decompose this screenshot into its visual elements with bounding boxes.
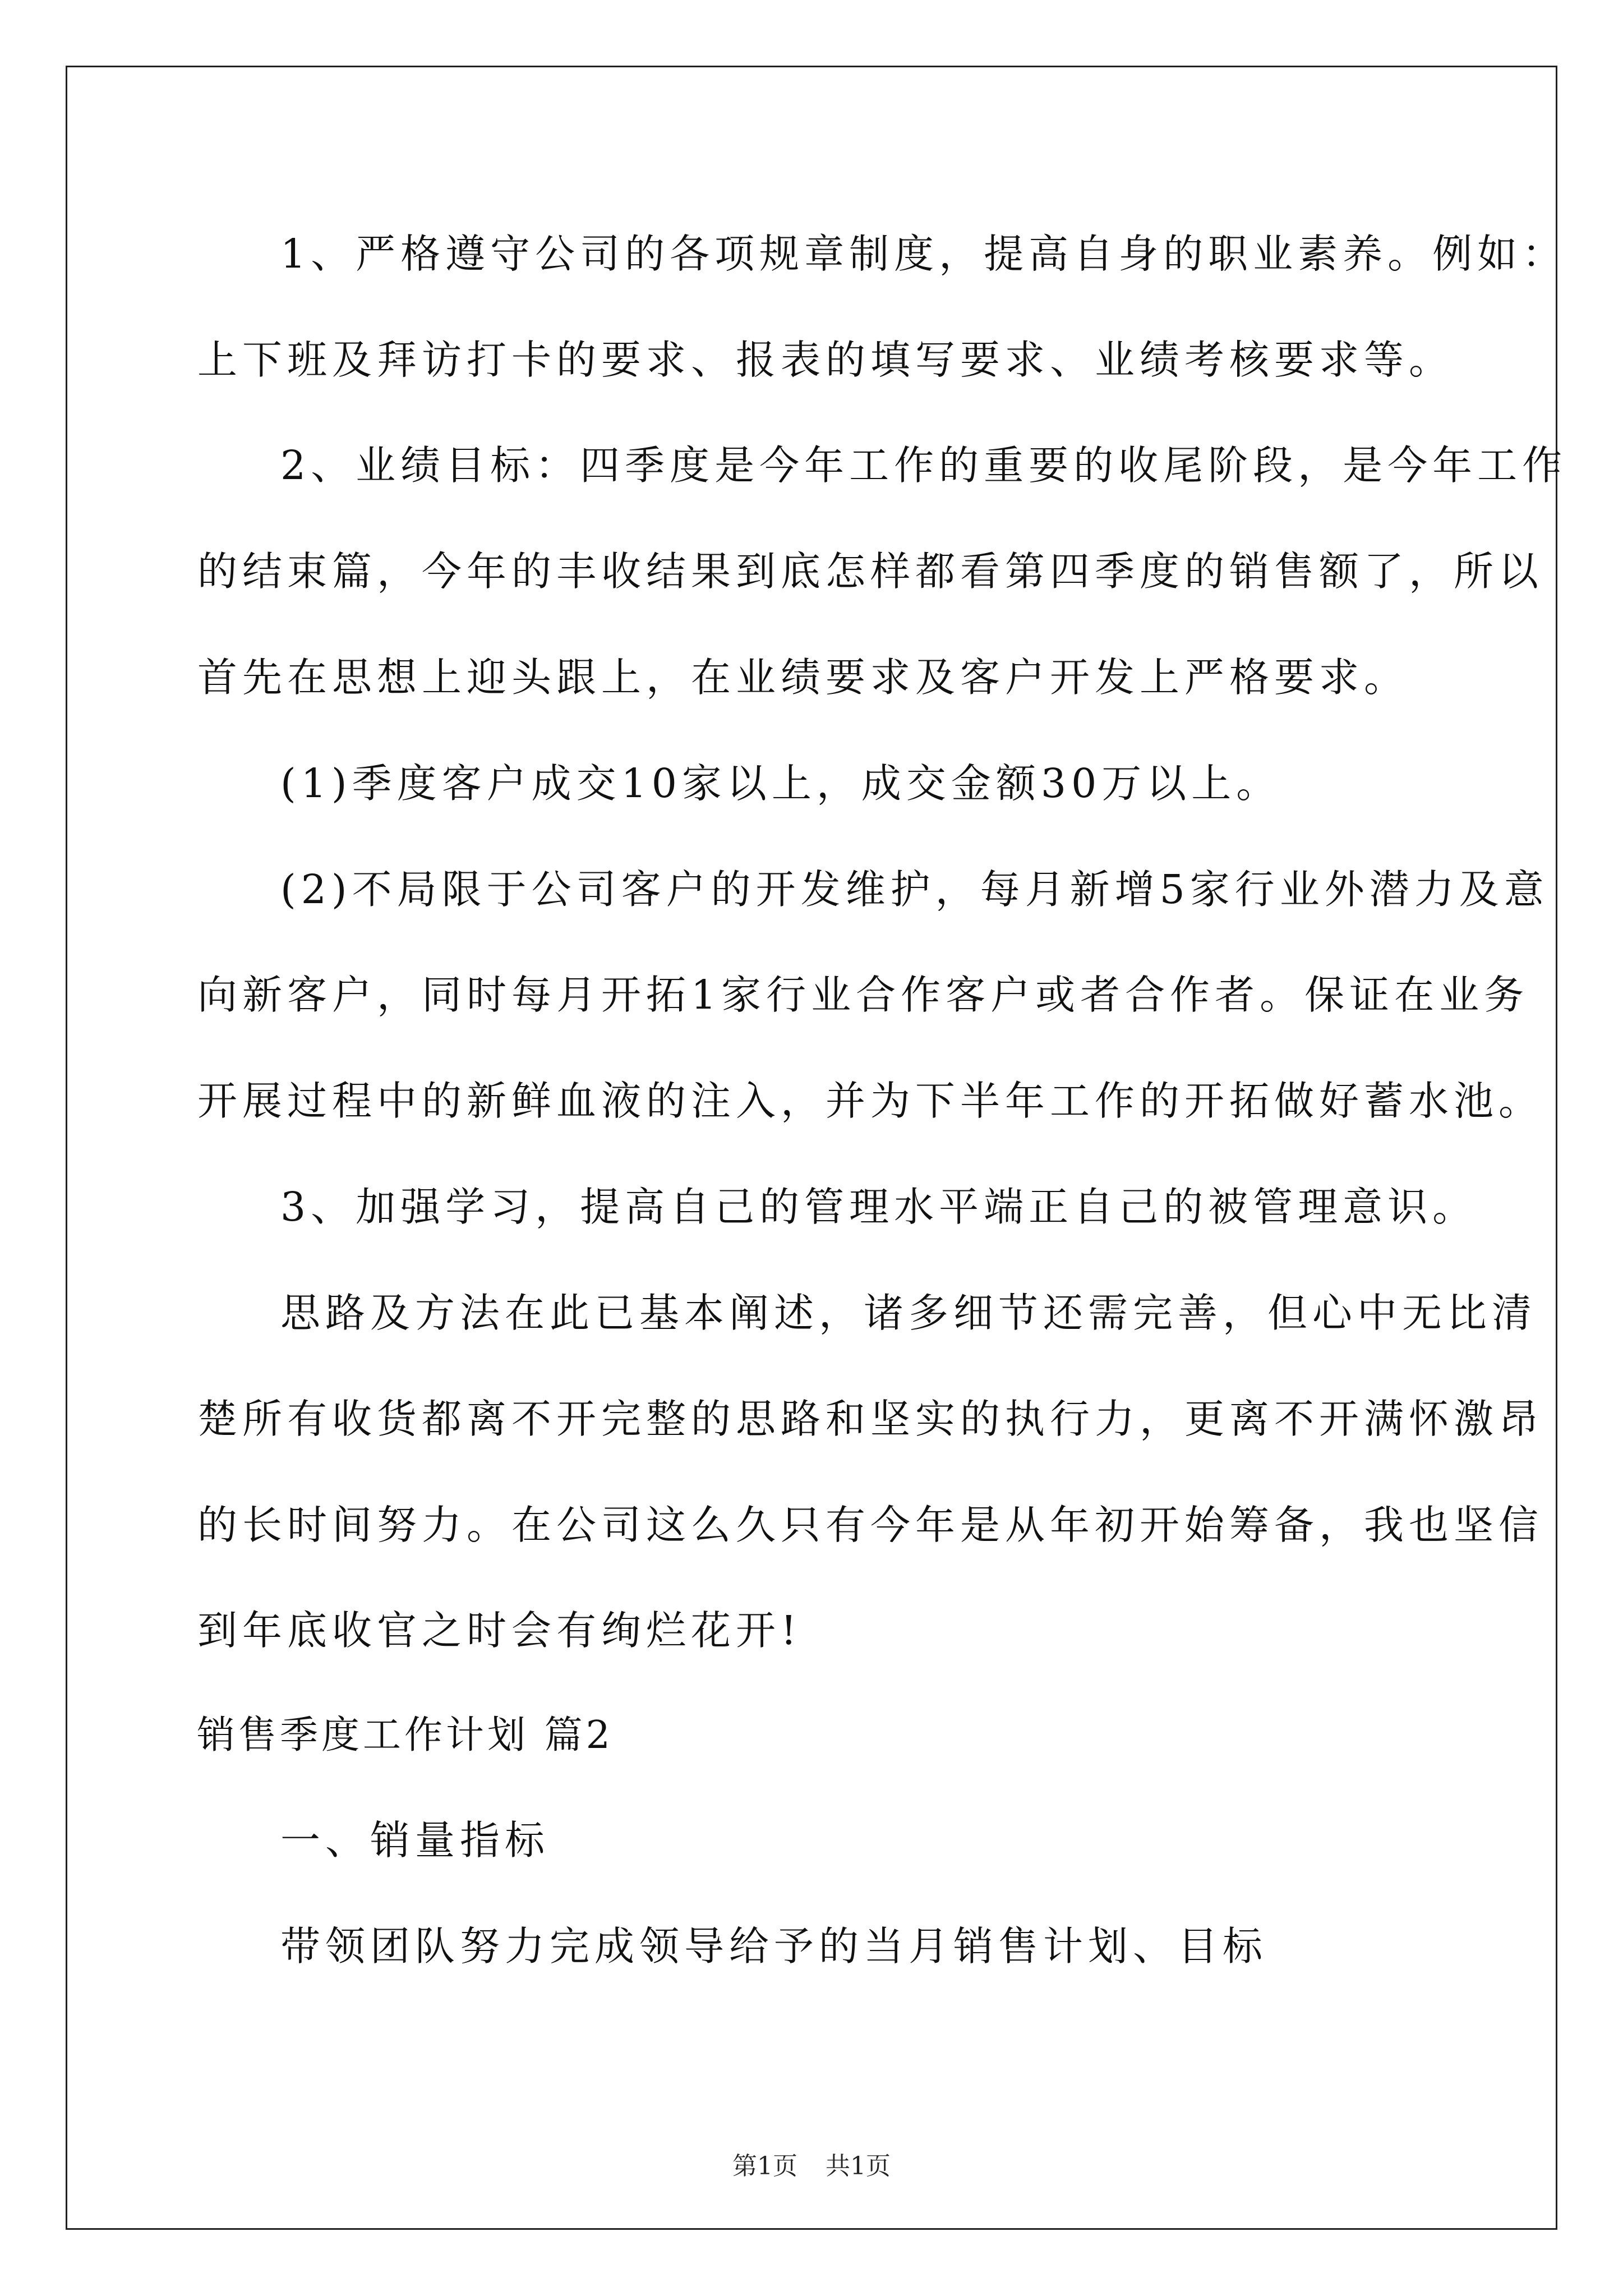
page-total: 共1页 (826, 2152, 891, 2180)
paragraph-line: 到年底收官之时会有绚烂花开! (197, 1607, 802, 1654)
paragraph-line: 思路及方法在此已基本阐述，诸多细节还需完善，但心中无比清 (280, 1290, 1537, 1336)
paragraph-line: 上下班及拜访打卡的要求、报表的填写要求、业绩考核要求等。 (197, 337, 1454, 383)
paragraph-line: 的长时间努力。在公司这么久只有今年是从年初开始筹备，我也坚信 (197, 1502, 1544, 1548)
paragraph-line: (1)季度客户成交10家以上，成交金额30万以上。 (280, 760, 1281, 807)
paragraph-line: (2)不局限于公司客户的开发维护，每月新增5家行业外潜力及意 (280, 866, 1549, 913)
paragraph-line: 3、加强学习，提高自己的管理水平端正自己的被管理意识。 (280, 1184, 1478, 1230)
paragraph-line: 向新客户，同时每月开拓1家行业合作客户或者合作者。保证在业务 (197, 972, 1529, 1018)
paragraph-line: 楚所有收货都离不开完整的思路和坚实的执行力，更离不开满怀激昂 (197, 1396, 1544, 1442)
paragraph-line: 的结束篇，今年的丰收结果到底怎样都看第四季度的销售额了，所以 (197, 548, 1544, 595)
paragraph-line: 2、业绩目标：四季度是今年工作的重要的收尾阶段，是今年工作 (280, 442, 1567, 489)
subsection-heading: 一、销量指标 (280, 1817, 550, 1864)
paragraph-line: 带领团队努力完成领导给予的当月销售计划、目标 (280, 1923, 1268, 1970)
page-number: 第1页 (732, 2152, 797, 2180)
paragraph-line: 开展过程中的新鲜血液的注入，并为下半年工作的开拓做好蓄水池。 (197, 1078, 1544, 1124)
section-heading: 销售季度工作计划 篇2 (197, 1713, 614, 1757)
page-footer (0, 2150, 1623, 2183)
paragraph-line: 1、严格遵守公司的各项规章制度，提高自身的职业素养。例如： (280, 231, 1567, 277)
paragraph-line: 首先在思想上迎头跟上，在业绩要求及客户开发上严格要求。 (197, 654, 1409, 701)
page-border (66, 66, 1557, 2230)
